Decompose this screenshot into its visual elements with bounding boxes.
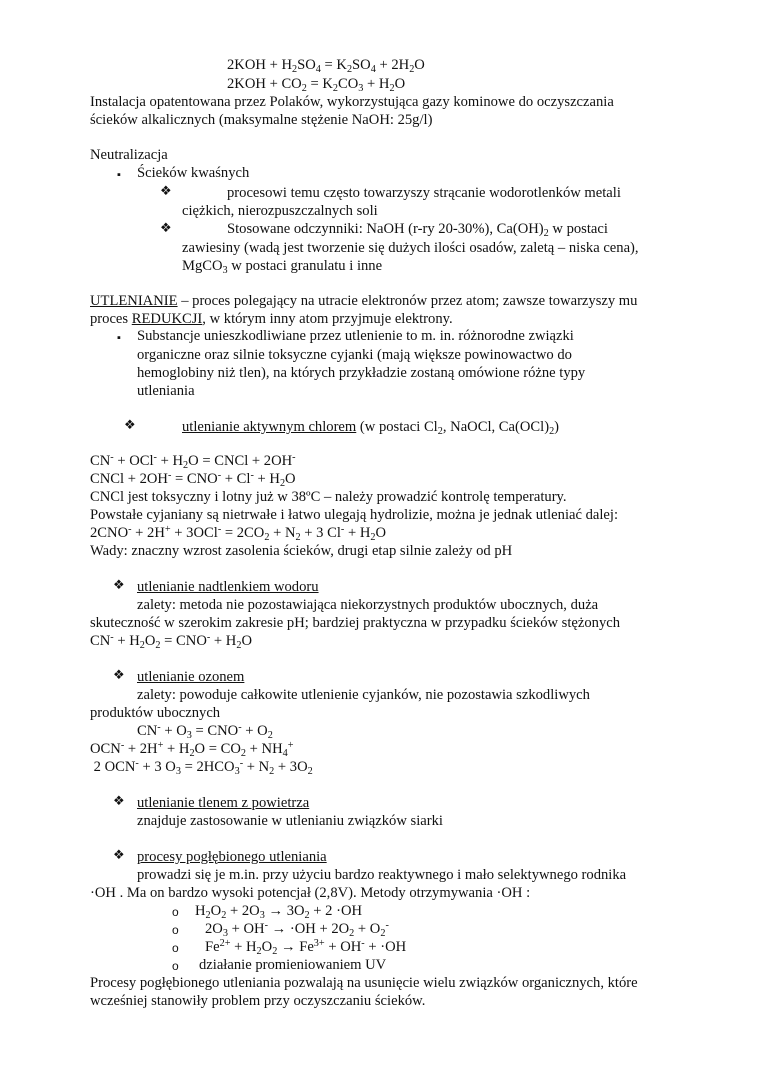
aop-conclusion-line-2: wcześniej stanowiły problem przy oczyszczaniu ścieków. <box>90 993 426 1009</box>
neutralizacja-sub2-line-3: MgCO$_3$ w postaci granulatu i inne <box>182 258 383 276</box>
ozon-reaction-3: 2 OCN- + 3 $O_3 = 2HCO_3^- + N_2 + 3O_2$ <box>90 758 313 777</box>
aop-method-1: $H_2O_2 + 2O_3 \to 3O_2 + 2 \cdot OH$ <box>195 903 363 921</box>
diamond-bullet-icon: ❖ <box>113 668 125 683</box>
aop-method-4: działanie promieniowaniem UV <box>199 957 387 973</box>
chlor-reaction-1: $CN^- + OCl^- + H_2O$ = CNCl + 2OH- <box>90 452 296 471</box>
square-bullet-icon: ▪ <box>117 169 121 181</box>
intro-line-1: Instalacja opatentowana przez Polaków, wykorzystująca gazy kominowe do oczyszczania <box>90 94 614 110</box>
aop-conclusion-line-1: Procesy pogłębionego utleniania pozwalają na usunięcie wielu związków organicznych, które <box>90 975 638 991</box>
h2o2-reaction: $CN^- + H_2O_2 = CNO^- + H_2O$ <box>90 632 253 651</box>
ozon-line-1: zalety: powoduje całkowite utlenienie cyjanków, nie pozostawia szkodliwych <box>137 687 590 703</box>
utlenianie-bullet-line-1: Substancje unieszkodliwiane przez utlenienie to m. in. różnorodne związki <box>137 328 574 344</box>
ozon-line-2: produktów ubocznych <box>90 705 221 721</box>
diamond-bullet-icon: ❖ <box>160 184 172 199</box>
section-heading-neutralizacja: Neutralizacja <box>90 147 168 163</box>
h2o2-heading: utlenianie nadtlenkiem wodoru <box>137 579 319 595</box>
chlor-heading: utlenianie aktywnym chlorem (w postaci $Cl_2$, NaOCl, $Ca(OCl)_2$) <box>182 419 560 437</box>
diamond-bullet-icon: ❖ <box>113 848 125 863</box>
neutralizacja-sub2-line-1: Stosowane odczynniki: NaOH (r-ry 20-30%), $Ca(OH)_2$ w postaci <box>227 221 608 239</box>
h2o2-line-2: skuteczność w szerokim zakresie pH; bardziej praktyczna w przypadku ścieków stężonych <box>90 615 621 631</box>
neutralizacja-sub1-line-1: procesowi temu często towarzyszy strącanie wodorotlenków metali <box>227 185 621 201</box>
ozon-reaction-1: $CN^- + O_3 = CNO^- + O_2$ <box>137 722 273 741</box>
tlen-line-1: znajduje zastosowanie w utlenianiu związków siarki <box>137 813 443 829</box>
aop-method-3: $Fe^{2+} + H_2O_2 \to Fe^{3+} + OH^- + \cdot OH$ <box>205 938 407 957</box>
diamond-bullet-icon: ❖ <box>160 221 172 236</box>
aop-heading: procesy pogłębionego utleniania <box>137 849 327 865</box>
h2o2-line-1: zalety: metoda nie pozostawiająca niekorzystnych produktów ubocznych, duża <box>137 597 599 613</box>
circle-bullet-icon: o <box>172 941 179 955</box>
aop-line-1: prowadzi się je m.in. przy użyciu bardzo reaktywnego i mało selektywnego rodnika <box>137 867 627 883</box>
chlor-wady: Wady: znaczny wzrost zasolenia ścieków, drugi etap silnie zależy od pH <box>90 543 513 559</box>
chlor-reaction-2: CNCl + $2OH^- = CNO^- + Cl^- + H_2O$ <box>90 470 296 489</box>
chlor-reaction-3: $2CNO^- + 2H^+ + 3OCl^- = 2CO_2 + N_2 + 3$ $Cl^- + H_2O$ <box>90 524 387 543</box>
equation-koh-co2: $2KOH + CO_2 = K_2CO_3 + H_2O$ <box>227 76 406 94</box>
ozon-reaction-2: $OCN^- + 2H^+ + H_2O = CO_2 + NH_4^+$ <box>90 740 294 759</box>
neutralizacja-sub1-line-2: ciężkich, nierozpuszczalnych soli <box>182 203 378 219</box>
intro-line-2: ścieków alkalicznych (maksymalne stężenie NaOH: 25g/l) <box>90 112 433 128</box>
bullet-sciekow-kwasnych: Ścieków kwaśnych <box>137 165 250 181</box>
utlenianie-bullet-line-4: utleniania <box>137 383 195 399</box>
aop-line-2: ·OH . Ma on bardzo wysoki potencjał (2,8V). Metody otrzymywania ·OH : <box>90 885 531 901</box>
ozon-heading: utlenianie ozonem <box>137 669 245 685</box>
chlor-note-2: Powstałe cyjaniany są nietrwałe i łatwo ulegają hydrolizie, można je jednak utleniać dalej: <box>90 507 619 523</box>
neutralizacja-sub2-line-2: zawiesiny (wadą jest tworzenie się dużych ilości osadów, zaletą – niska cena), <box>182 240 639 256</box>
equation-koh-h2so4: $2KOH + H_2SO_4 = K_2SO_4 + 2H_2O$ <box>227 57 425 75</box>
utlenianie-bullet-line-2: organiczne oraz silnie toksyczne cyjanki (mają większe powinowactwo do <box>137 347 572 363</box>
diamond-bullet-icon: ❖ <box>113 578 125 593</box>
tlen-heading: utlenianie tlenem z powietrza <box>137 795 310 811</box>
square-bullet-icon: ▪ <box>117 332 121 344</box>
utlenianie-definition-line-1: UTLENIANIE – proces polegający na utracie elektronów przez atom; zawsze towarzyszy mu <box>90 293 638 309</box>
chlor-note-1: CNCl jest toksyczny i lotny już w 38ºC – należy prowadzić kontrolę temperatury. <box>90 489 567 505</box>
utlenianie-definition-line-2: proces REDUKCJI, w którym inny atom przyjmuje elektrony. <box>90 311 453 327</box>
circle-bullet-icon: o <box>172 923 179 937</box>
circle-bullet-icon: o <box>172 959 179 973</box>
diamond-bullet-icon: ❖ <box>124 418 136 433</box>
diamond-bullet-icon: ❖ <box>113 794 125 809</box>
circle-bullet-icon: o <box>172 905 179 919</box>
aop-method-2: $2O_3 + OH^- \to \cdot OH + 2O_2 + O_2^-$ <box>205 920 389 939</box>
utlenianie-bullet-line-3: hemoglobiny niż tlen), na których przykładzie zostaną omówione różne typy <box>137 365 586 381</box>
